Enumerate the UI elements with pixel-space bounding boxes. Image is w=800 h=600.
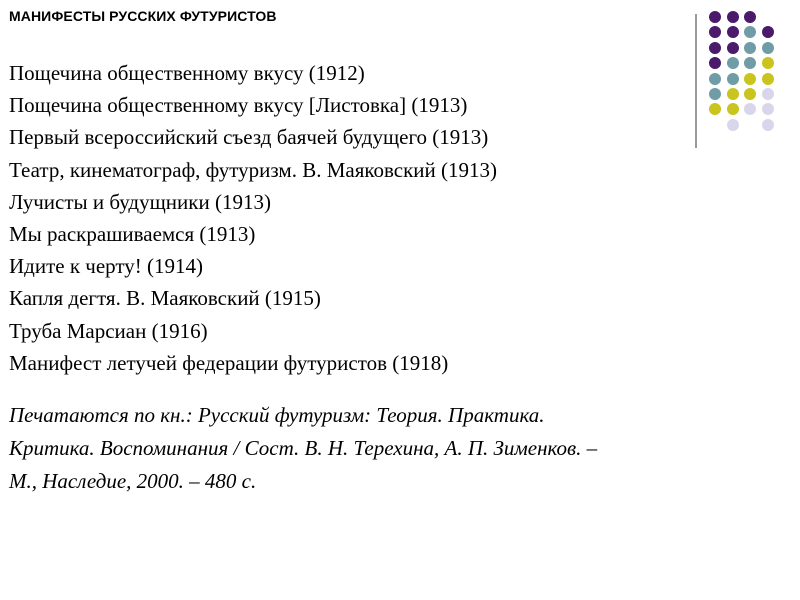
- teal-dot: [762, 42, 774, 54]
- source-citation-line: М., Наследие, 2000. – 480 с.: [9, 469, 257, 493]
- olive-dot: [727, 103, 739, 115]
- purple-dot: [709, 57, 721, 69]
- teal-dot: [709, 88, 721, 100]
- vertical-divider-line: [695, 14, 697, 148]
- teal-dot: [709, 73, 721, 85]
- lavender-dot: [762, 88, 774, 100]
- manifesto-item: Пощечина общественному вкусу [Листовка] (1913): [9, 93, 468, 118]
- manifesto-item: Пощечина общественному вкусу (1912): [9, 61, 365, 85]
- purple-dot: [727, 11, 739, 23]
- purple-dot: [709, 42, 721, 54]
- manifesto-item: Капля дегтя. В. Маяковский (1915): [9, 286, 321, 311]
- lavender-dot: [727, 119, 739, 131]
- olive-dot: [744, 73, 756, 85]
- purple-dot: [744, 11, 756, 23]
- manifesto-item: Идите к черту! (1914): [9, 254, 204, 279]
- lavender-dot: [744, 103, 756, 115]
- manifesto-item: Манифест летучей федерации футуристов (1918): [9, 350, 449, 375]
- teal-dot: [727, 57, 739, 69]
- manifesto-item: Театр, кинематограф, футуризм. В. Маяковский (1913): [9, 157, 498, 182]
- purple-dot: [709, 26, 721, 38]
- manifesto-item: Труба Марсиан (1916): [9, 318, 208, 343]
- dot-grid-decoration: [709, 11, 794, 131]
- olive-dot: [762, 73, 774, 85]
- teal-dot: [744, 42, 756, 54]
- manifesto-item: Первый всероссийский съезд баячей будущего (1913): [9, 125, 489, 150]
- teal-dot: [744, 57, 756, 69]
- olive-dot: [709, 103, 721, 115]
- purple-dot: [727, 26, 739, 38]
- purple-dot: [727, 42, 739, 54]
- source-citation: [9, 399, 597, 498]
- lavender-dot: [762, 103, 774, 115]
- teal-dot: [727, 73, 739, 85]
- source-citation-line: Печатаются по кн.: Русский футуризм: Теория. Практика.: [9, 403, 545, 427]
- source-citation-line: Критика. Воспоминания / Сост. В. Н. Терехина, А. П. Зименков. –: [9, 436, 598, 460]
- olive-dot: [762, 57, 774, 69]
- teal-dot: [744, 26, 756, 38]
- lavender-dot: [762, 119, 774, 131]
- manifesto-item: Мы раскрашиваемся (1913): [9, 222, 256, 247]
- manifesto-list: [9, 57, 497, 379]
- purple-dot: [709, 11, 721, 23]
- olive-dot: [727, 88, 739, 100]
- purple-dot: [762, 26, 774, 38]
- slide-title: МАНИФЕСТЫ РУССКИХ ФУТУРИСТОВ: [9, 8, 277, 24]
- olive-dot: [744, 88, 756, 100]
- manifesto-item: Лучисты и будущники (1913): [9, 189, 271, 214]
